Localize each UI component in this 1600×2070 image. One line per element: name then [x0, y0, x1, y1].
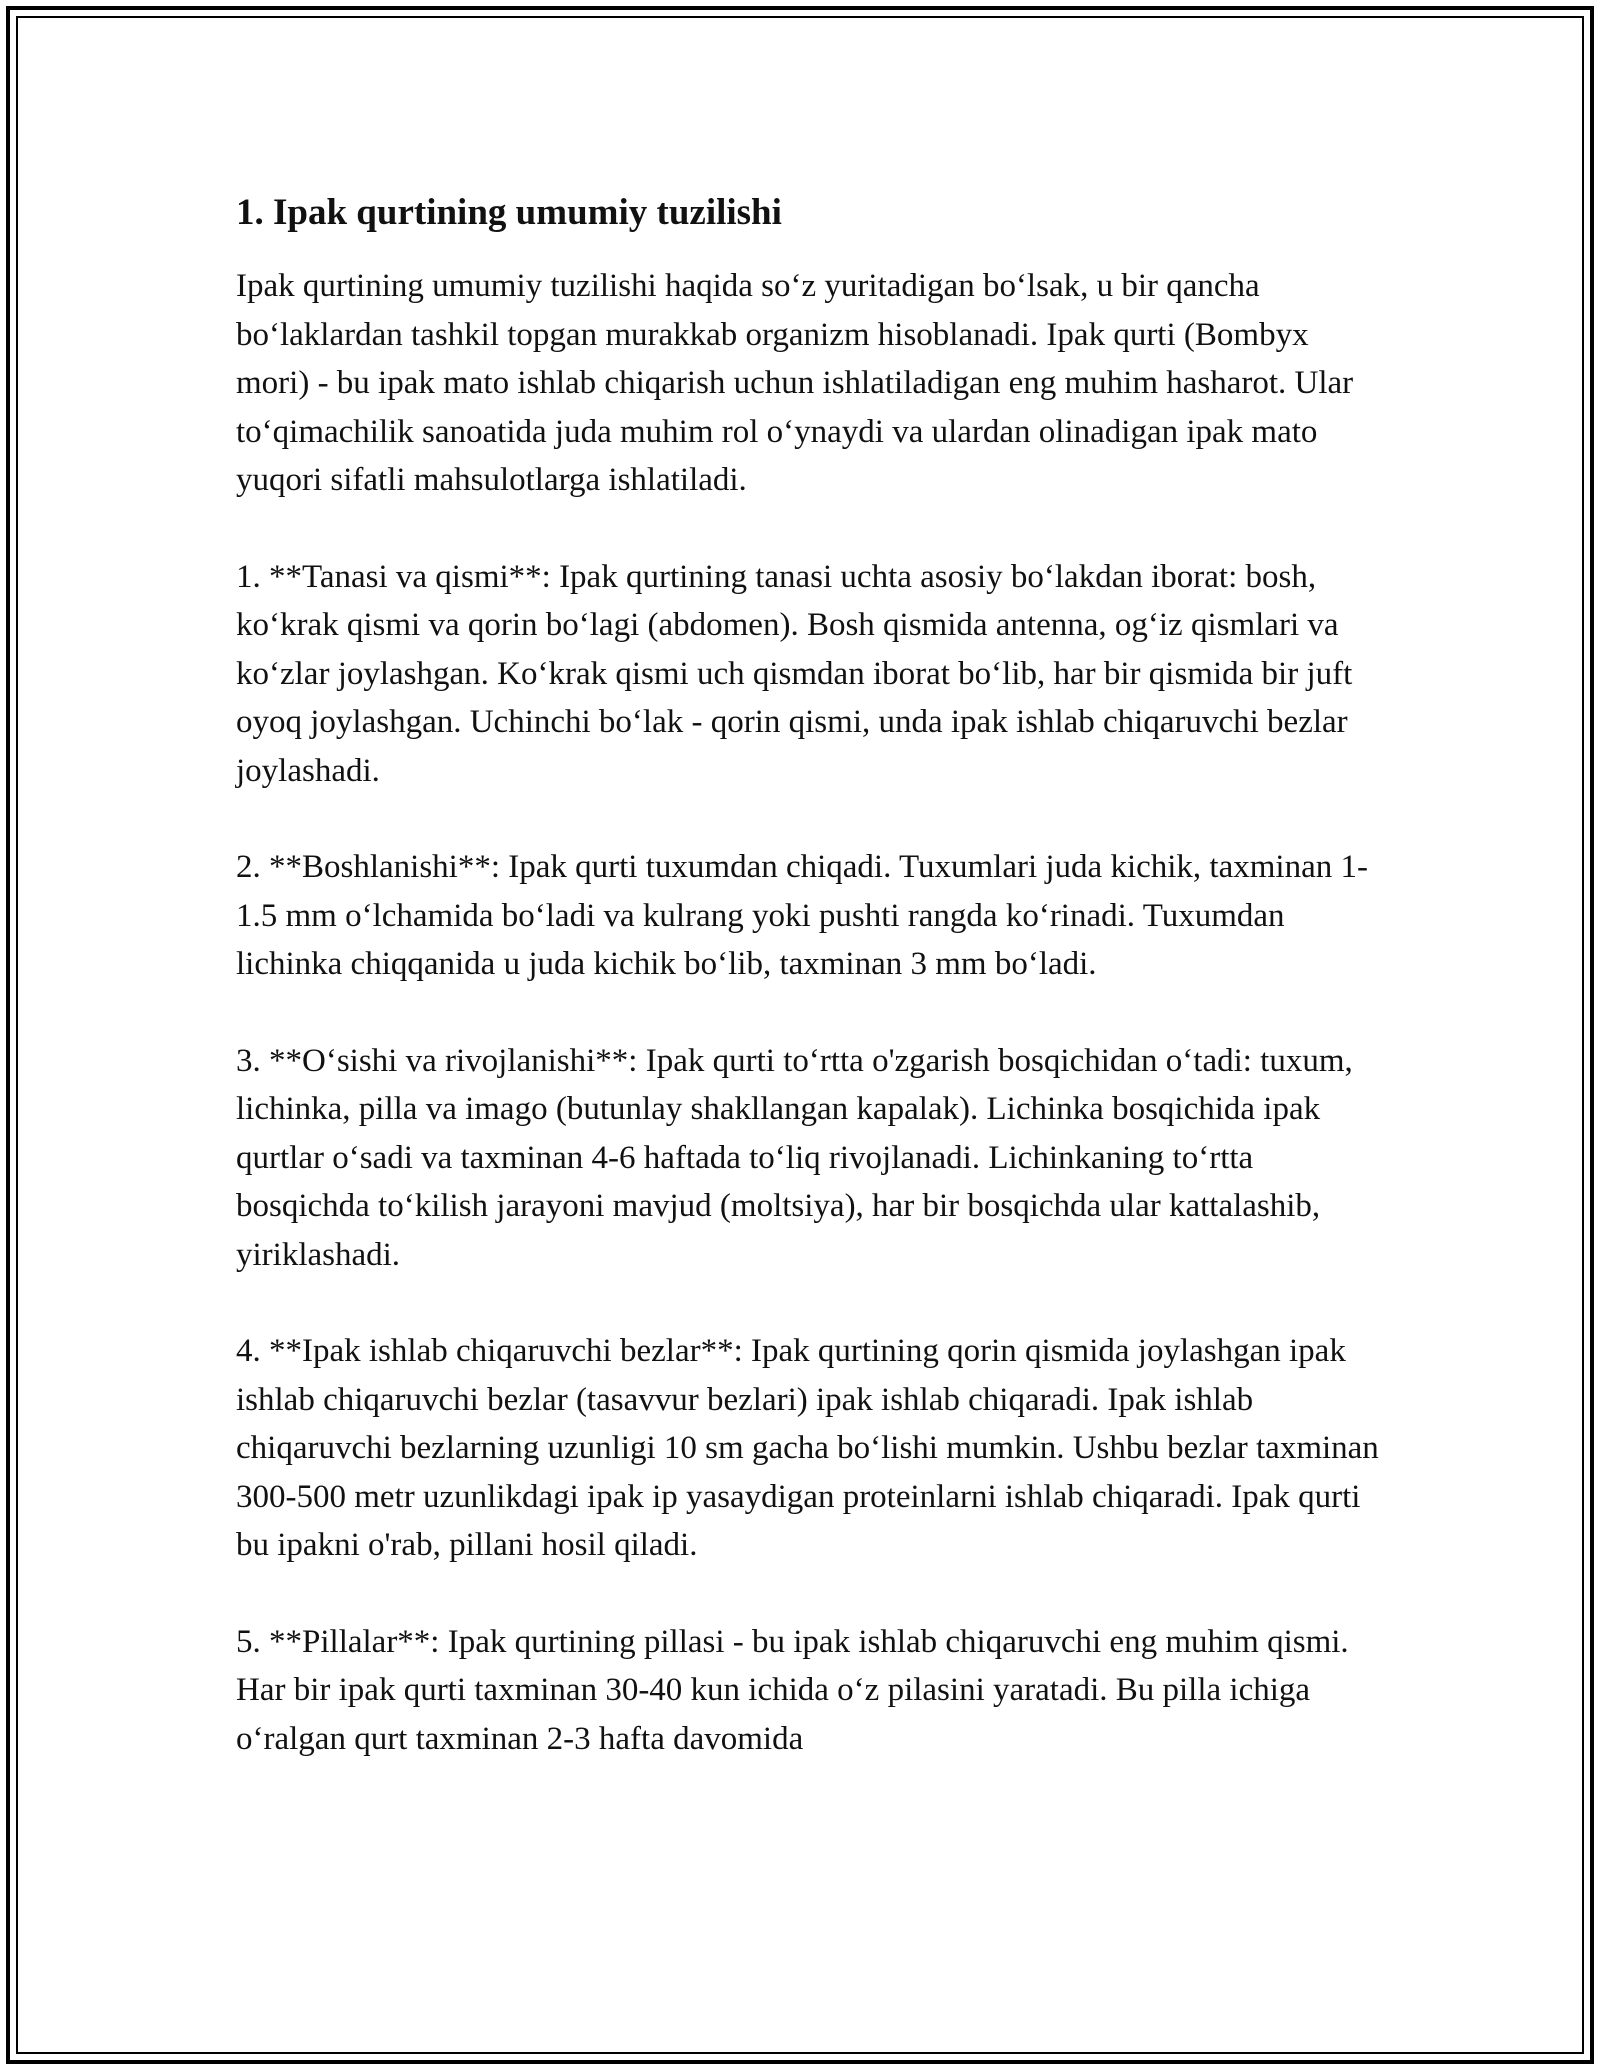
document-title: 1. Ipak qurtining umumiy tuzilishi — [236, 192, 782, 233]
document-body — [236, 188, 1386, 1811]
paragraph-osishi: 3. **O‘sishi va rivojlanishi**: Ipak qurti to‘rtta o'zgarish bosqichidan o‘tadi: tuxum, lichinka, pilla va imago (butunlay shakllangan kapalak). Lichinka bosqichida ipak qurtlar o‘sadi va taxminan 4-6 haftada to‘liq rivojlanadi. Lichinkaning to‘rtta bosqichda to‘kilish jarayoni mavjud (moltsiya), har bir bosqichda ular kattalashib, yiriklashadi. — [236, 1042, 1353, 1273]
paragraph-bezlar: 4. **Ipak ishlab chiqaruvchi bezlar**: Ipak qurtining qorin qismida joylashgan ipak ishlab chiqaruvchi bezlar (tasavvur bezlari) ipak ishlab chiqaradi. Ipak ishlab chiqaruvchi bezlarning uzunligi 10 sm gacha bo‘lishi mumkin. Ushbu bezlar taxminan 300-500 metr uzunlikdagi ipak ip yasaydigan proteinlarni ishlab chiqaradi. Ipak qurti bu ipakni o'rab, pillani hosil qiladi. — [236, 1333, 1379, 1563]
paragraph-intro: Ipak qurtining umumiy tuzilishi haqida so‘z yuritadigan bo‘lsak, u bir qancha bo‘laklardan tashkil topgan murakkab organizm hisoblanadi. Ipak qurti (Bombyx mori) - bu ipak mato ishlab chiqarish uchun ishlatiladigan eng muhim hasharot. Ular to‘qimachilik sanoatida juda muhim rol o‘ynaydi va ulardan olinadigan ipak mato yuqori sifatli mahsulotlarga ishlatiladi. — [236, 268, 1354, 498]
paragraph-pillalar: 5. **Pillalar**: Ipak qurtining pillasi - bu ipak ishlab chiqaruvchi eng muhim qismi. Har bir ipak qurti taxminan 30-40 kun ichida o‘z pilasini yaratadi. Bu pilla ichiga o‘ralgan qurt taxminan 2-3 hafta davomida — [236, 1623, 1349, 1757]
paragraph-tanasi: 1. **Tanasi va qismi**: Ipak qurtining tanasi uchta asosiy bo‘lakdan iborat: bosh, ko‘krak qismi va qorin bo‘lagi (abdomen). Bosh qismida antenna, og‘iz qismlari va ko‘zlar joylashgan. Ko‘krak qismi uch qismdan iborat bo‘lib, har bir qismida bir juft oyoq joylashgan. Uchinchi bo‘lak - qorin qismi, unda ipak ishlab chiqaruvchi bezlar joylashadi. — [236, 558, 1353, 789]
paragraph-boshlanishi: 2. **Boshlanishi**: Ipak qurti tuxumdan chiqadi. Tuxumlari juda kichik, taxminan 1-1.5 mm o‘lchamida bo‘ladi va kulrang yoki pushti rangda ko‘rinadi. Tuxumdan lichinka chiqqanida u juda kichik bo‘lib, taxminan 3 mm bo‘ladi. — [236, 849, 1368, 982]
